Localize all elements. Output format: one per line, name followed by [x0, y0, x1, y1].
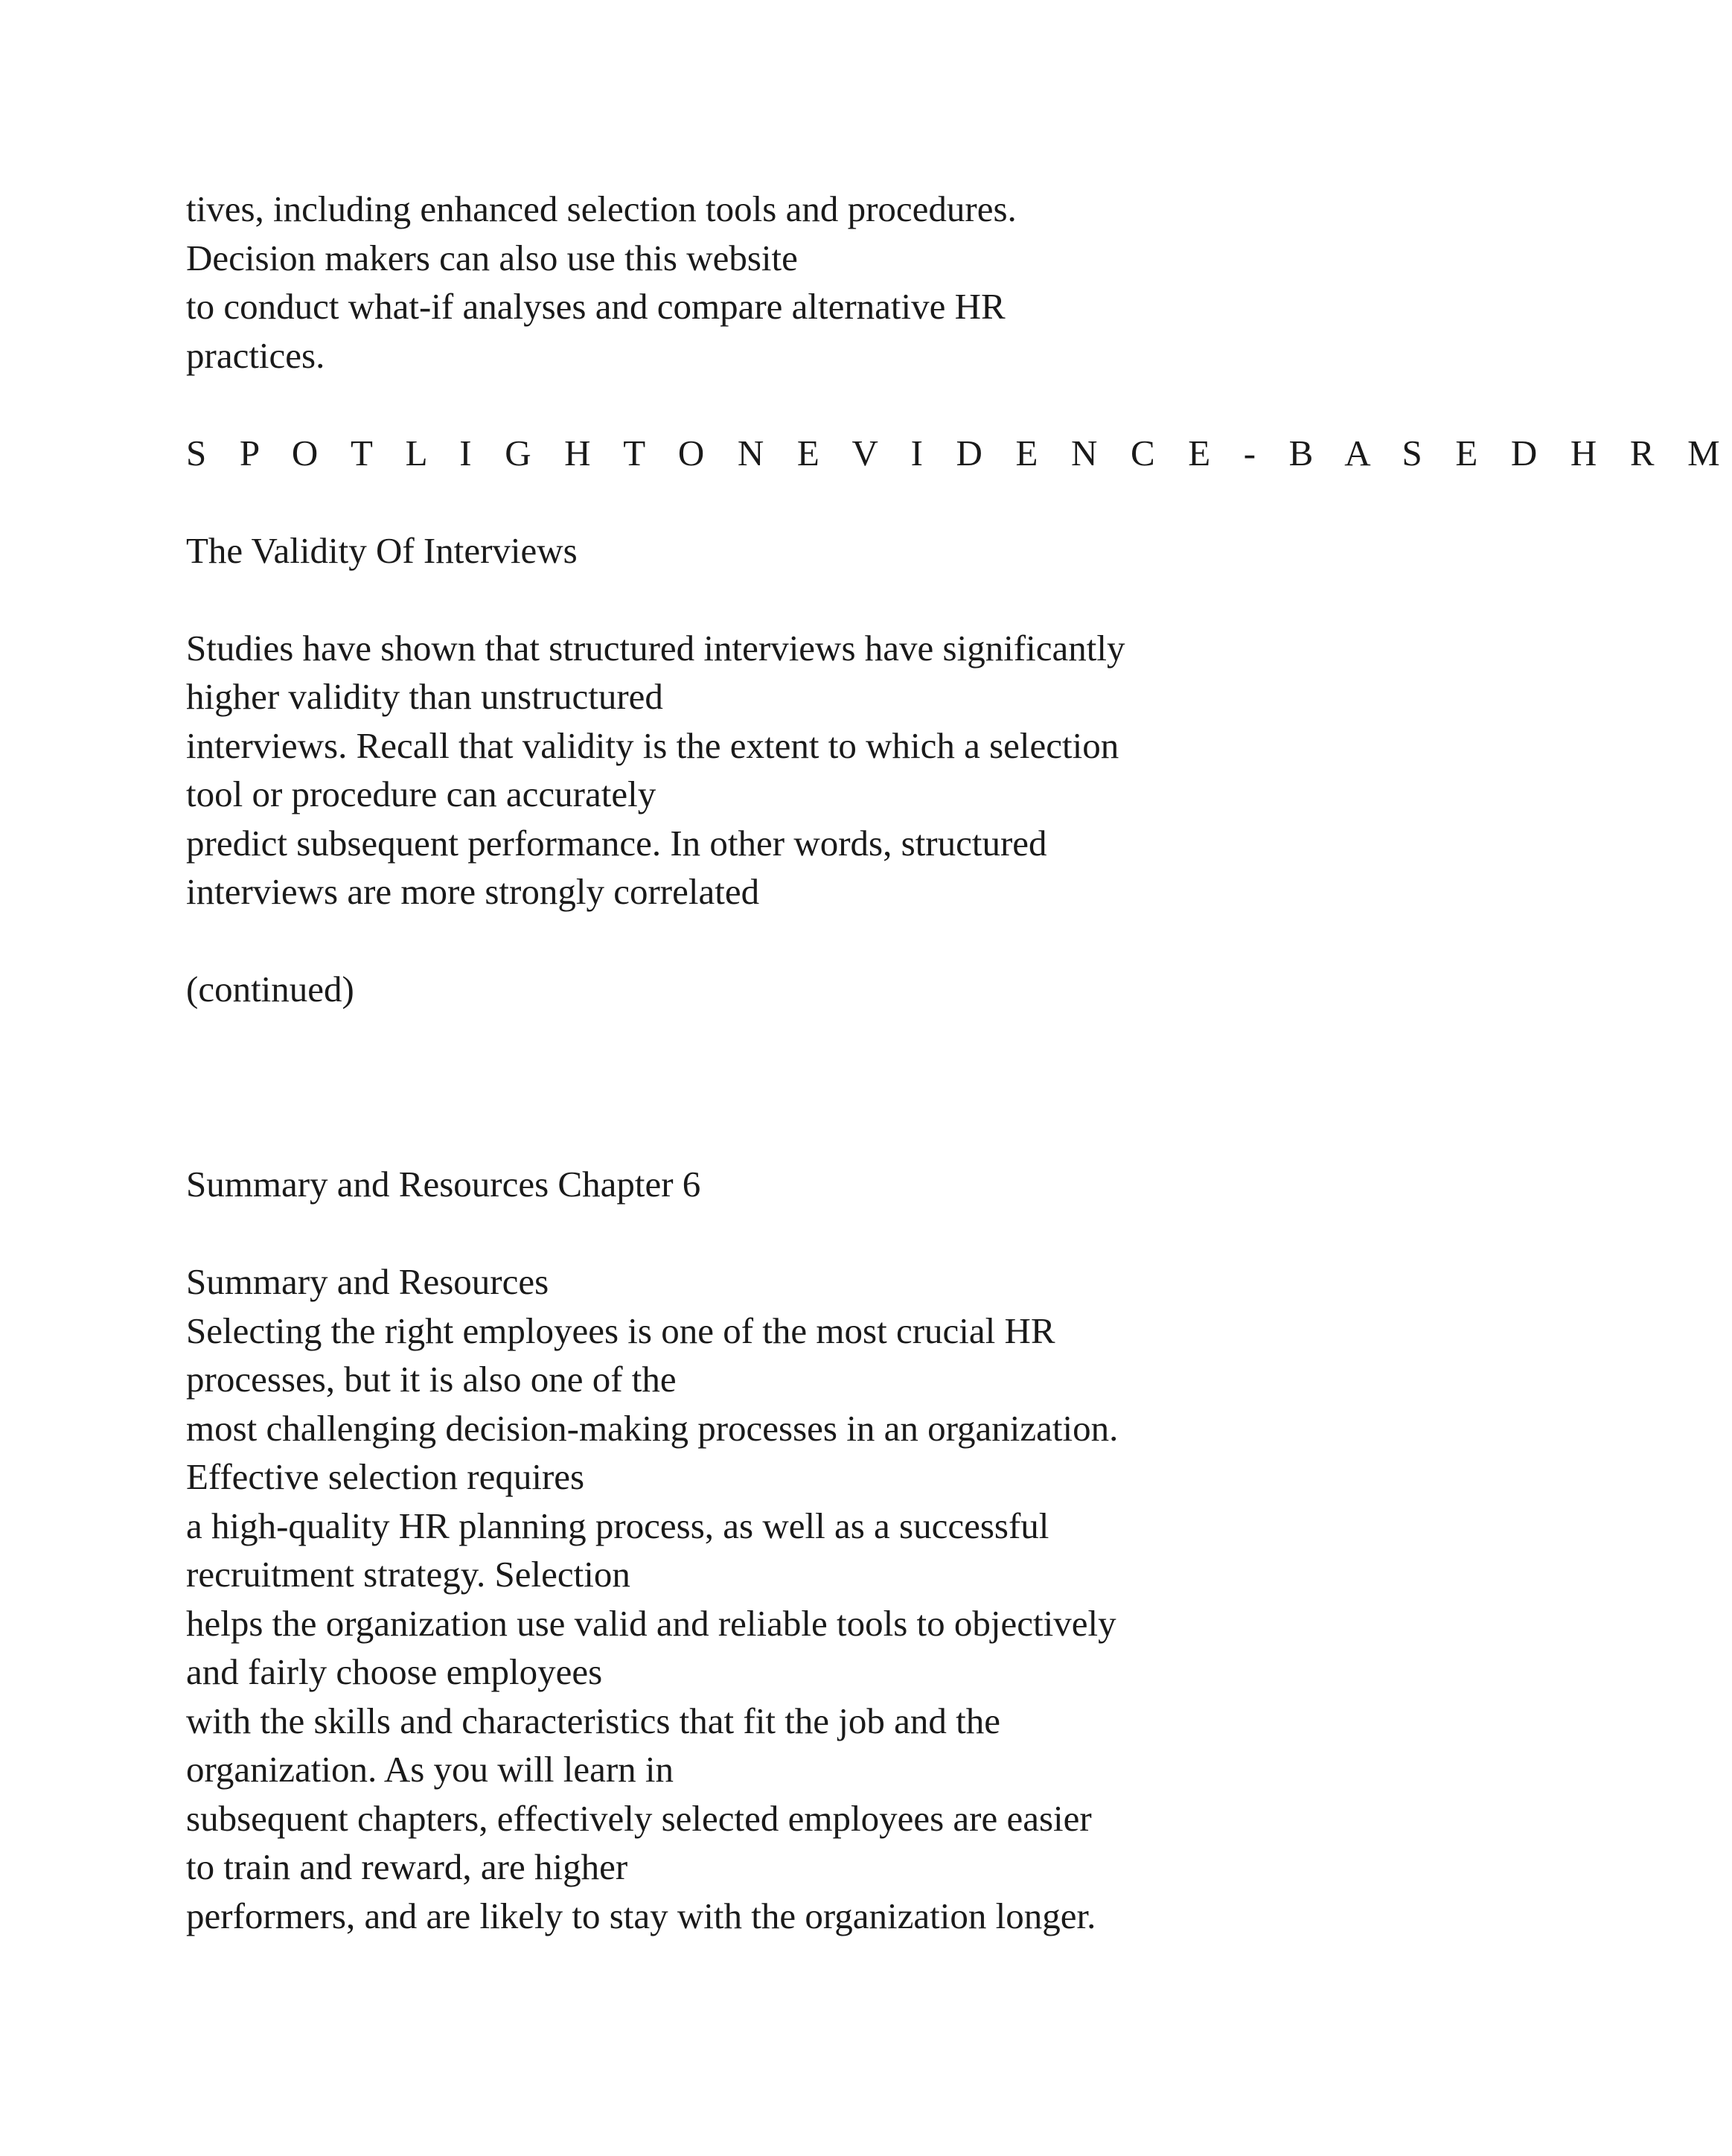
blank-line: [186, 1209, 1451, 1258]
document-page: [186, 185, 1732, 1940]
text-line: a high-quality HR planning process, as well as a successful: [186, 1505, 1049, 1546]
text-line: Studies have shown that structured interviews have significantly: [186, 627, 1125, 669]
blank-line: [186, 477, 1451, 526]
text-line: to conduct what-if analyses and compare alternative HR: [186, 286, 1006, 327]
text-line: Effective selection requires: [186, 1456, 585, 1497]
text-line: Selecting the right employees is one of the most crucial HR: [186, 1310, 1055, 1351]
text-line: tool or procedure can accurately: [186, 774, 656, 814]
spotlight-title: The Validity Of Interviews: [186, 529, 578, 571]
section-heading: Summary and Resources: [186, 1261, 549, 1302]
text-line: to train and reward, are higher: [186, 1846, 628, 1887]
text-line: interviews are more strongly correlated: [186, 871, 760, 912]
chapter-heading: Summary and Resources Chapter 6: [186, 1164, 701, 1205]
text-line: tives, including enhanced selection tools and procedures.: [186, 188, 1017, 229]
blank-line: [186, 575, 1451, 624]
text-line: interviews. Recall that validity is the extent to which a selection: [186, 724, 1119, 766]
text-line: recruitment strategy. Selection: [186, 1554, 630, 1595]
intro-paragraph: [186, 185, 1451, 380]
text-line: most challenging decision-making processes in an organization.: [186, 1407, 1119, 1449]
text-line: predict subsequent performance. In other words, structured: [186, 822, 1047, 864]
text-line: performers, and are likely to stay with the organization longer.: [186, 1895, 1096, 1936]
text-line: with the skills and characteristics that fit the job and the: [186, 1700, 1001, 1741]
text-line: and fairly choose employees: [186, 1651, 603, 1692]
summary-paragraph: [186, 1307, 1451, 1941]
text-line: processes, but it is also one of the: [186, 1359, 677, 1400]
blank-gap: [186, 1014, 1451, 1161]
text-line: subsequent chapters, effectively selected employees are easier: [186, 1797, 1092, 1839]
blank-line: [186, 916, 1451, 966]
text-line: helps the organization use valid and reliable tools to objectively: [186, 1602, 1116, 1644]
text-line: practices.: [186, 334, 325, 376]
spotlight-paragraph: [186, 624, 1451, 916]
text-line: organization. As you will learn in: [186, 1749, 674, 1790]
spotlight-heading: S P O T L I G H T O N E V I D E N C E - B A S E D H R M: [186, 432, 1732, 473]
text-line: Decision makers can also use this website: [186, 237, 798, 278]
continued-label: (continued): [186, 969, 354, 1010]
blank-line: [186, 380, 1451, 429]
text-line: higher validity than unstructured: [186, 676, 663, 717]
